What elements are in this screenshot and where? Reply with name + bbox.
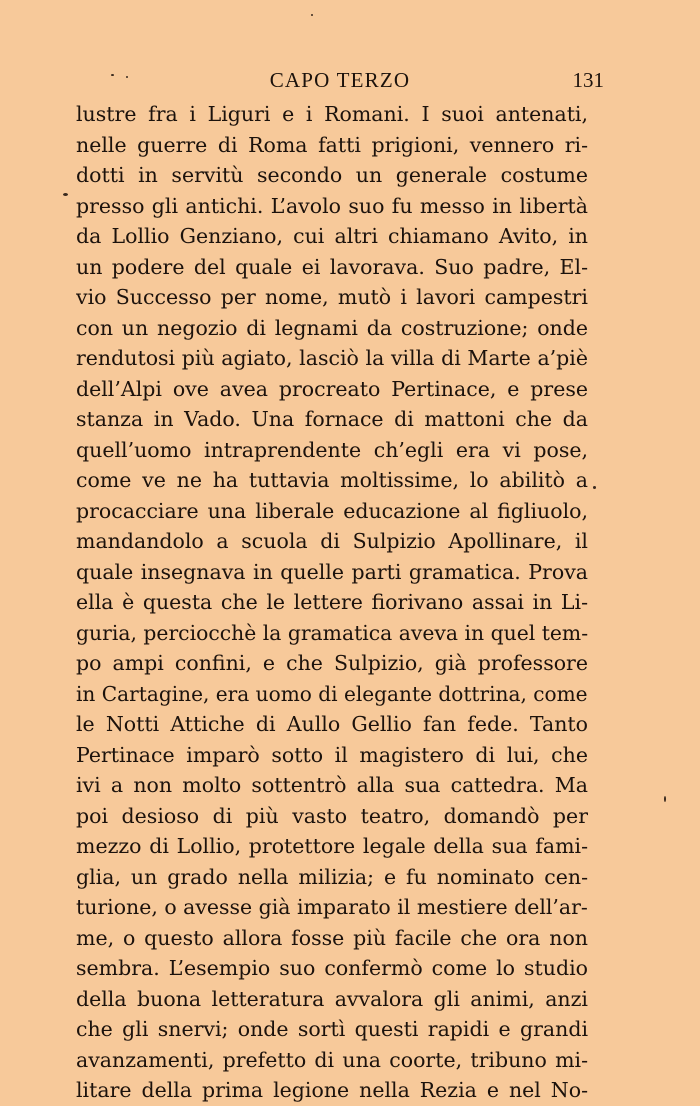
text-line: litare della prima legione nella Rezia e nel No- (76, 1078, 588, 1102)
text-line: ivi a non molto sottentrò alla sua cattedra. Ma (76, 773, 588, 797)
text-line: turione, o avesse già imparato il mestiere dell’ar- (76, 895, 588, 919)
text-line: poi desioso di più vasto teatro, domandò per (76, 803, 588, 828)
text-line: quale insegnava in quelle parti gramatica. Prova (76, 559, 588, 584)
text-line: quell’uomo intraprendente ch’egli era vi pose, (76, 437, 588, 462)
text-line: le Notti Attiche di Aullo Gellio fan fede. Tanto (76, 712, 588, 736)
page-number: 131 (572, 68, 604, 92)
text-line: Pertinace imparò sotto il magistero di lui, che (76, 742, 588, 767)
text-line: me, o questo allora fosse più facile che ora non (76, 925, 588, 950)
text-line: mandandolo a scuola di Sulpizio Apollinare, il (76, 529, 588, 553)
text-line: con un negozio di legnami da costruzione; onde (76, 315, 588, 340)
text-line: un podere del quale ei lavorava. Suo padre, El- (76, 254, 588, 279)
ink-speck (63, 193, 68, 196)
text-line: rendutosi più agiato, lasciò la villa di Marte a’piè (76, 346, 588, 370)
ink-speck (664, 796, 666, 802)
body-text (76, 99, 588, 1106)
text-line: dotti in servitù secondo un generale costume (76, 163, 588, 187)
text-line: mezzo di Lollio, protettore legale della sua fami- (76, 834, 588, 858)
text-line: della buona letteratura avvalora gli animi, anzi (76, 986, 588, 1011)
text-line: stanza in Vado. Una fornace di mattoni che da (76, 407, 588, 431)
text-line: sembra. L’esempio suo confermò come lo studio (76, 956, 588, 980)
text-line: guria, perciocchè la gramatica aveva in quel tem- (76, 620, 588, 645)
text-line: nelle guerre di Roma fatti prigioni, vennero ri- (76, 132, 588, 157)
text-line: che gli snervi; onde sortì questi rapidi e grandi (76, 1017, 588, 1041)
text-line: avanzamenti, prefetto di una coorte, tribuno mi- (76, 1047, 588, 1072)
text-line: ella è questa che le lettere fiorivano assai in Li- (76, 590, 588, 614)
text-line: vio Successo per nome, mutò i lavori campestri (76, 285, 588, 309)
text-line: dell’Alpi ove avea procreato Pertinace, e prese (76, 376, 588, 401)
text-line: come ve ne ha tuttavia moltissime, lo abilitò a (76, 468, 588, 492)
text-line: po ampi confini, e che Sulpizio, già professore (76, 651, 588, 675)
chapter-heading: CAPO TERZO (269, 68, 411, 92)
ink-speck (593, 486, 596, 489)
ink-speck (111, 74, 114, 76)
text-line: da Lollio Genziano, cui altri chiamano Avito, in (76, 224, 588, 248)
text-line: procacciare una liberale educazione al figliuolo, (76, 498, 588, 523)
text-line: in Cartagine, era uomo di elegante dottrina, come (76, 681, 588, 706)
ink-speck (311, 14, 313, 16)
text-line: lustre fra i Liguri e i Romani. I suoi antenati, (76, 102, 588, 126)
ink-speck (126, 76, 128, 78)
running-head (76, 68, 604, 98)
text-line: presso gli antichi. L’avolo suo fu messo in libertà (76, 193, 588, 218)
text-line: glia, un grado nella milizia; e fu nominato cen- (76, 864, 588, 889)
